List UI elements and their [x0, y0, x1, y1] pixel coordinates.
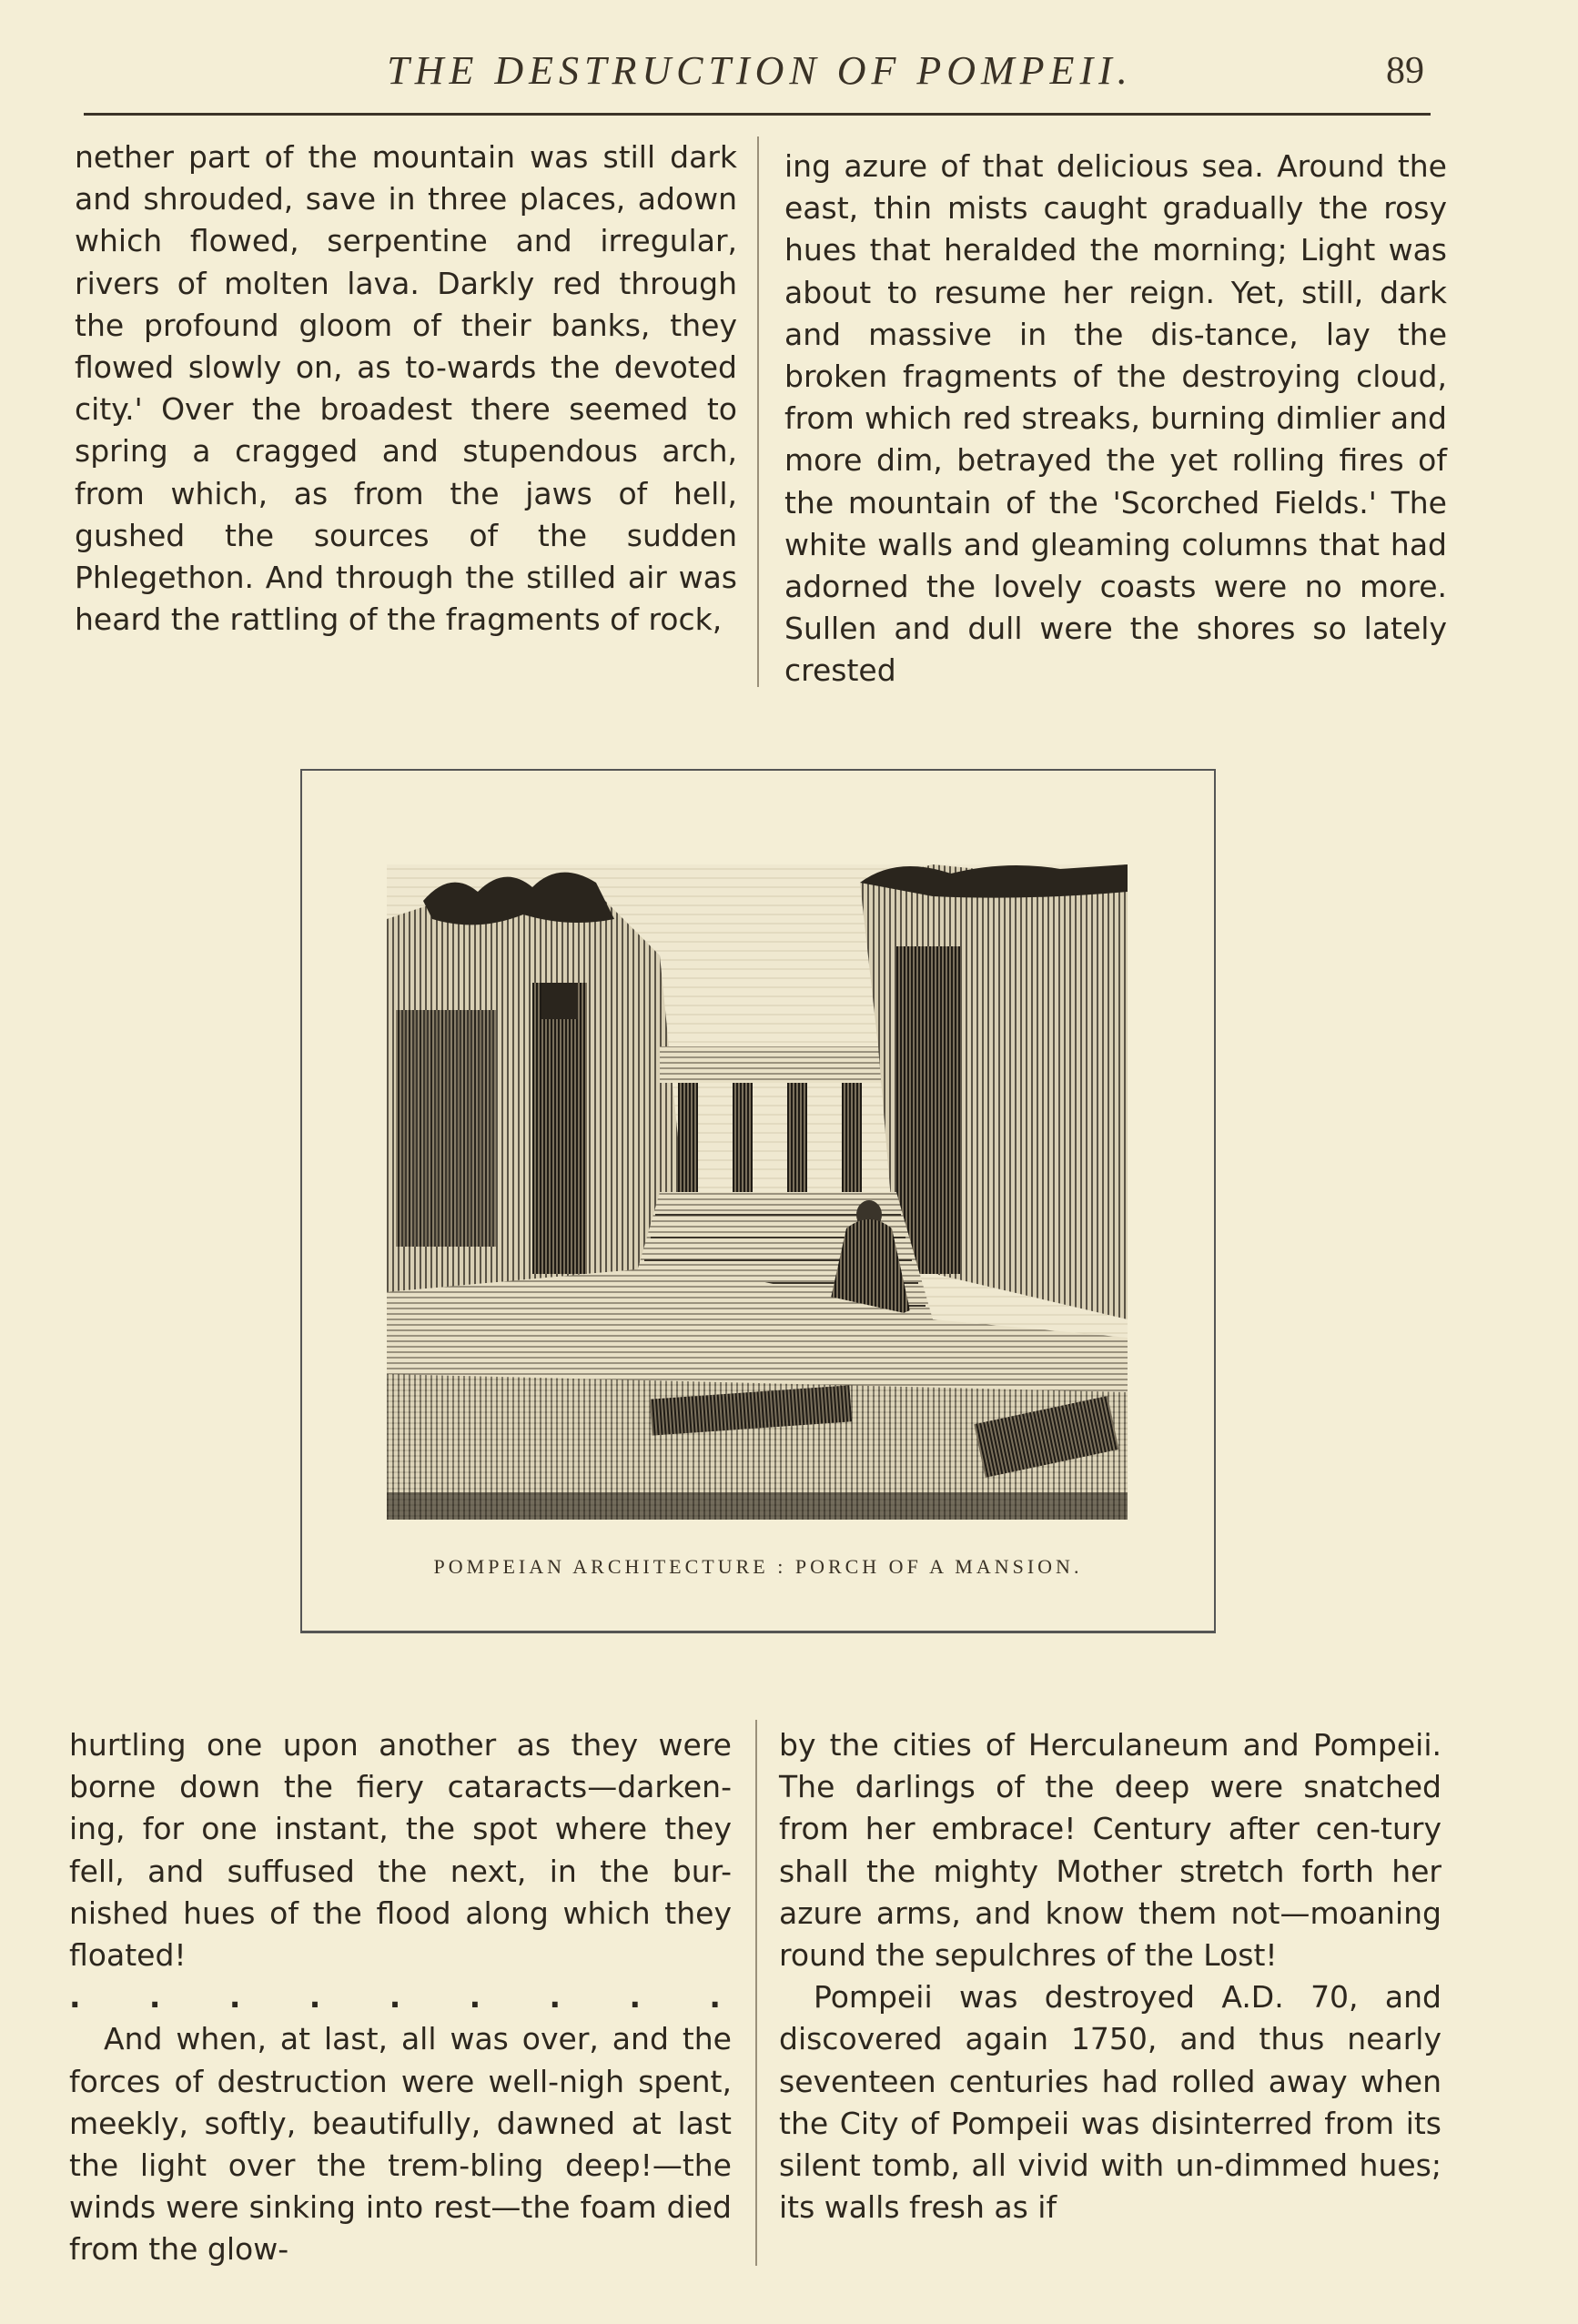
top-left-paragraph: nether part of the mountain was still dark and shrouded, save in three places, adown which flowed, serpentine and irregular, rivers of molten lava. Darkly red through the profound gloom of their banks, they flowed slowly on, as to-wards the devoted city.' Over the broadest there seemed to spring a cragged and stupendous arch, from which, as from the jaws of hell, gushed the sources of the sudden Phlegethon. And through the stilled air was heard the rattling of the fragments of rock, [75, 139, 737, 638]
bottom-right-paragraph-2: Pompeii was destroyed A.D. 70, and discovered again 1750, and thus nearly seventeen centuries had rolled away when the City of Pompeii was disinterred from its silent tomb, all vivid with un-dimmed hues; its walls fresh as if [779, 1979, 1441, 2226]
dot: . [148, 1979, 161, 2016]
top-right-column [784, 146, 1447, 692]
page-number: 89 [1386, 50, 1424, 92]
dot: . [69, 1979, 81, 2016]
figure-frame [300, 769, 1216, 1633]
bottom-right-paragraph-1: by the cities of Herculaneum and Pompeii. The darlings of the deep were snatched from her embrace! Century after cen-tury shall the mighty Mother stretch forth her azure arms, and know them not—moaning round the sepulchres of the Lost! [779, 1727, 1441, 1974]
bottom-right-column [779, 1724, 1441, 2228]
ellipsis-dots-row [69, 1976, 732, 2018]
dot: . [228, 1979, 241, 2016]
top-column-divider [757, 136, 759, 687]
dot: . [309, 1979, 321, 2016]
dot: . [549, 1979, 561, 2016]
dot: . [629, 1979, 641, 2016]
bottom-column-divider [755, 1720, 757, 2266]
figure-caption: POMPEIAN ARCHITECTURE : PORCH OF A MANSION. [433, 1555, 1083, 1578]
dot: . [389, 1979, 401, 2016]
bottom-left-paragraph-2: And when, at last, all was over, and the forces of destruction were well-nigh spent, meekly, softly, beautifully, dawned at last the light over the trem-bling deep!—the winds were sinking into rest—the foam died from the glow- [69, 2021, 732, 2268]
header-rule [84, 113, 1431, 116]
running-head [86, 47, 1433, 102]
running-title: THE DESTRUCTION OF POMPEII. [387, 48, 1133, 93]
dot: . [469, 1979, 481, 2016]
bottom-left-paragraph-1: hurtling one upon another as they were borne down the fiery cataracts—darken-ing, for one instant, the spot where they fell, and suffused the next, in the bur-nished hues of the flood along which they floated! [69, 1727, 732, 1974]
bottom-left-column [69, 1724, 732, 2271]
pompeian-porch-engraving [387, 864, 1128, 1520]
dot: . [709, 1979, 721, 2016]
top-right-paragraph: ing azure of that delicious sea. Around the east, thin mists caught gradually the rosy hues that heralded the morning; Light was about to resume her reign. Yet, still, dark and massive in the dis-tance, lay the broken fragments of the destroying cloud, from which red streaks, burning dimlier and more dim, betrayed the yet rolling fires of the mountain of the 'Scorched Fields.' The white walls and gleaming columns that had adorned the lovely coasts were no more. Sullen and dull were the shores so lately crested [784, 148, 1447, 689]
top-left-column [75, 136, 737, 641]
engraving-illustration [387, 864, 1128, 1520]
